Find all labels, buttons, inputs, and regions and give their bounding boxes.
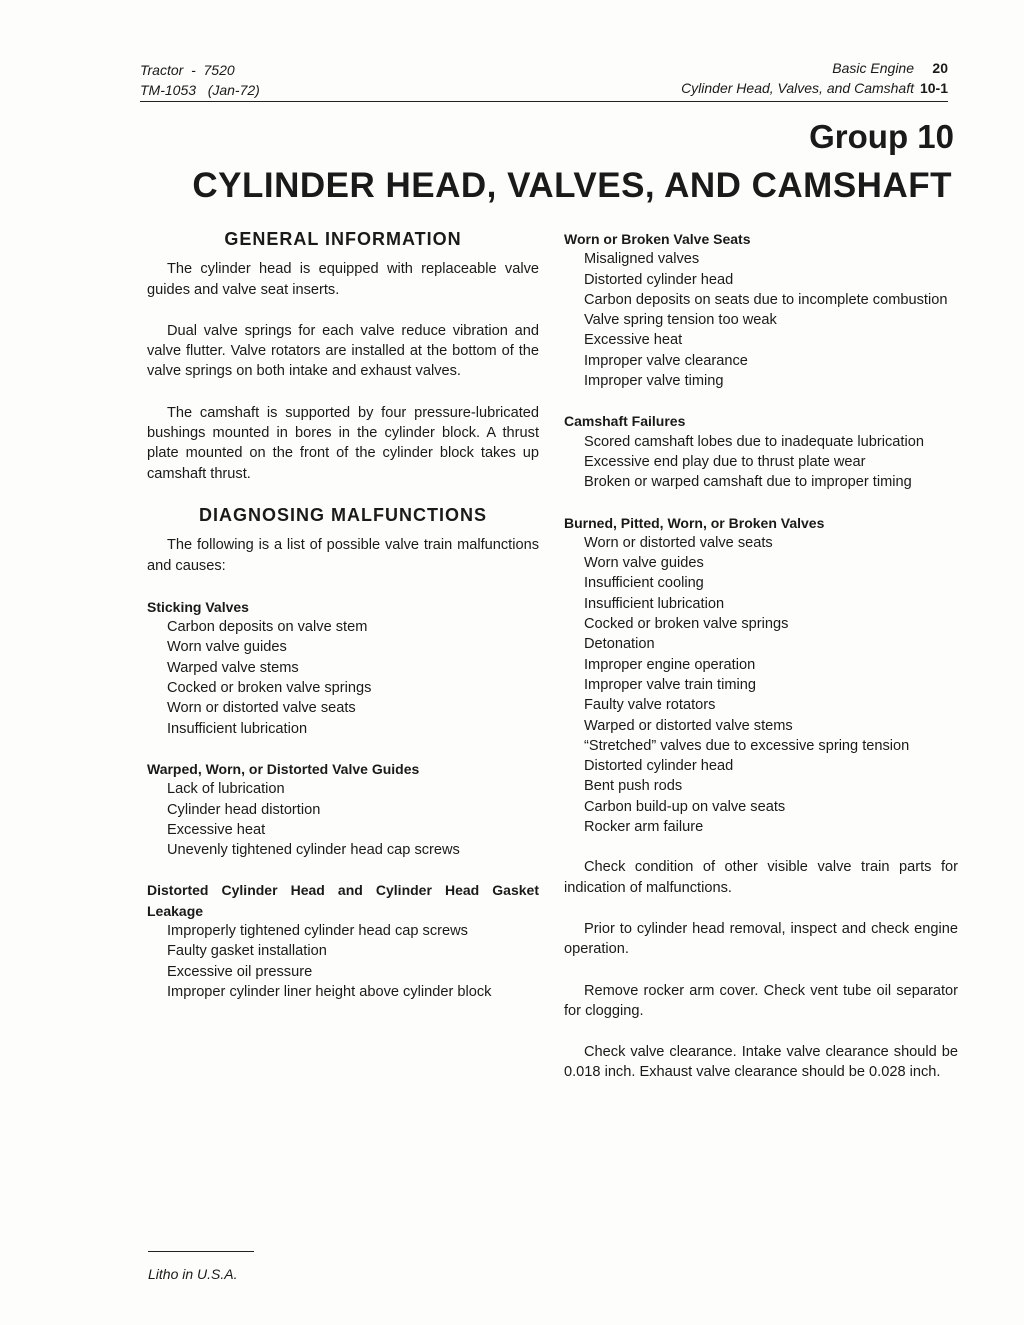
list-item: Excessive end play due to thrust plate wear [584,453,866,470]
general-paragraph: The camshaft is supported by four pressure-lubricated bushings mounted in bores in the cylinder block. A thrust plate mounted on the front of the cylinder block takes up camshaft thrust. [147,404,539,482]
malfunction-title: Warped, Worn, or Distorted Valve Guides [147,760,420,777]
list-item: Improper valve clearance [584,352,748,369]
list-item: Excessive heat [167,821,266,838]
list-item: Excessive oil pressure [167,963,313,980]
list-item: Detonation [584,636,655,653]
list-item: Insufficient lubrication [584,595,725,612]
check-paragraph: Check condition of other visible valve train parts for indication of malfunctions. [564,859,958,896]
malfunction-group [147,597,539,739]
list-item: Carbon build-up on valve seats [584,798,786,815]
list-item: Rocker arm failure [584,819,704,836]
list-item: Improperly tightened cylinder head cap screws [167,923,468,940]
list-item: Cocked or broken valve springs [584,616,789,633]
malfunction-title: Burned, Pitted, Worn, or Broken Valves [564,514,825,531]
diagnosing-heading: DIAGNOSING MALFUNCTIONS [199,504,487,525]
list-item: Worn or distorted valve seats [584,534,773,551]
general-paragraph: Dual valve springs for each valve reduce vibration and valve flutter. Valve rotators are installed at the bottom of the valve springs on both intake and exhaust valves. [147,322,539,380]
malfunction-group [147,880,539,1002]
cause-list [564,533,958,837]
page-title: CYLINDER HEAD, VALVES, AND CAMSHAFT [192,166,952,205]
check-paragraph: Remove rocker arm cover. Check vent tube oil separator for clogging. [564,982,958,1019]
header-group-page: 10-1 [919,80,948,96]
malfunction-title: Distorted Cylinder Head and Cylinder Head Gasket Leakage [147,882,539,919]
list-item: Improper cylinder liner height above cylinder block [167,983,492,1000]
header-right [681,58,948,98]
cause-list [147,617,539,739]
list-item: Insufficient cooling [584,575,704,592]
list-item: Improper engine operation [584,656,756,673]
list-item: Cocked or broken valve springs [167,680,372,697]
list-item: Faulty valve rotators [584,697,716,714]
list-item: Misaligned valves [584,251,700,268]
list-item: Bent push rods [584,778,683,795]
list-item: Improper valve train timing [584,676,756,693]
list-item: Distorted cylinder head [584,271,734,288]
header-section: Basic Engine [832,60,914,76]
list-item: Cylinder head distortion [167,801,321,818]
header-rule [140,101,948,102]
header-page-number: 20 [932,60,948,76]
list-item: Worn or distorted valve seats [167,700,356,717]
list-item: Warped valve stems [167,659,299,676]
cause-list [147,779,539,860]
malfunction-title: Sticking Valves [147,598,249,615]
list-item: Warped or distorted valve stems [584,717,793,734]
header-left [140,60,260,100]
list-item: Worn valve guides [167,639,287,656]
general-paragraph: The cylinder head is equipped with replaceable valve guides and valve seat inserts. [147,261,539,298]
list-item: Carbon deposits on valve stem [167,619,368,636]
list-item: Unevenly tightened cylinder head cap screws [167,842,460,859]
malfunction-group [147,759,539,860]
list-item: Scored camshaft lobes due to inadequate lubrication [584,433,924,450]
footer-rule [148,1251,254,1252]
diagnosing-intro: The following is a list of possible valve train malfunctions and causes: [147,537,539,574]
list-item: Improper valve timing [584,373,724,390]
group-label: Group 10 [809,118,954,155]
check-paragraph: Check valve clearance. Intake valve clearance should be 0.018 inch. Exhaust valve clearance should be 0.028 inch. [564,1044,958,1081]
list-item: Worn valve guides [584,555,704,572]
header-manual-id: TM-1053 (Jan-72) [140,82,260,98]
malfunction-title: Worn or Broken Valve Seats [564,231,751,247]
list-item: Excessive heat [584,332,683,349]
malfunction-group [564,513,958,838]
list-item: Insufficient lubrication [167,720,308,737]
list-item: Distorted cylinder head [584,758,734,775]
header-model: Tractor - 7520 [140,62,235,78]
malfunction-title: Camshaft Failures [564,413,686,430]
list-item: Valve spring tension too weak [584,312,777,329]
left-column [147,229,539,1002]
right-column [564,229,958,1104]
footer-text: Litho in U.S.A. [148,1266,238,1282]
cause-list [147,921,539,1002]
check-paragraph: Prior to cylinder head removal, inspect and check engine operation. [564,920,958,958]
list-item: Lack of lubrication [167,781,285,798]
cause-list [564,249,958,391]
cause-list [564,432,958,493]
list-item: Broken or warped camshaft due to improper timing [584,474,912,491]
list-item: Carbon deposits on seats due to incomplete combustion [584,291,948,308]
header-subsection: Cylinder Head, Valves, and Camshaft [681,80,914,96]
malfunction-group [564,411,958,492]
list-item: “Stretched” valves due to excessive spring tension [584,737,910,754]
malfunction-group [564,229,958,391]
general-info-heading: GENERAL INFORMATION [224,229,462,249]
list-item: Faulty gasket installation [167,943,327,960]
